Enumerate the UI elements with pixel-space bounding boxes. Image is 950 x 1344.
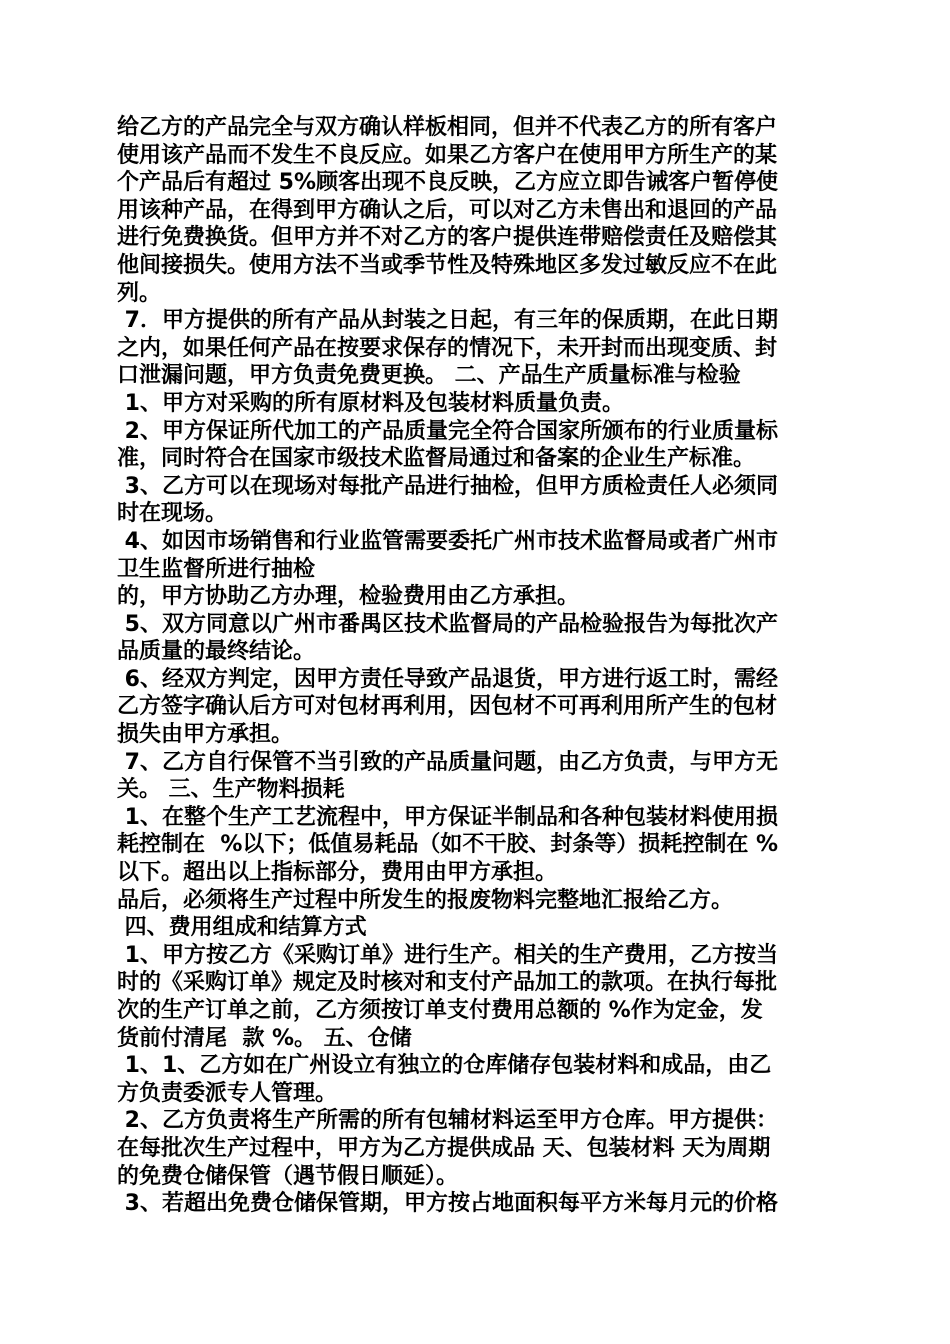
text-line: 卫生监督所进行抽检 (117, 556, 316, 582)
text-line: 之内，如果任何产品在按要求保存的情况下，未开封而出现变质、封 (117, 335, 778, 361)
text-line: 3、乙方可以在现场对每批产品进行抽检，但甲方质检责任人必须同 (117, 473, 778, 499)
text-line: 列。 (117, 280, 162, 306)
text-line: 乙方签字确认后方可对包材再利用，因包材不可再利用所产生的包材 (117, 694, 778, 720)
text-line: 以下。超出以上指标部分，费用由甲方承担。 (117, 860, 558, 886)
text-line: 1、甲方按乙方《采购订单》进行生产。相关的生产费用，乙方按当 (117, 942, 778, 968)
text-line: 方负责委派专人管理。 (117, 1080, 338, 1106)
text-line: 2、乙方负责将生产所需的所有包辅材料运至甲方仓库。甲方提供： (117, 1108, 778, 1134)
text-line: 4、如因市场销售和行业监管需要委托广州市技术监督局或者广州市 (117, 528, 778, 554)
text-line: 7、乙方自行保管不当引致的产品质量问题，由乙方负责，与甲方无 (117, 749, 778, 775)
text-line: 5、双方同意以广州市番禺区技术监督局的产品检验报告为每批次产 (117, 611, 778, 637)
text-line: 品后，必须将生产过程中所发生的报废物料完整地汇报给乙方。 (117, 887, 734, 913)
text-line: 使用该产品而不发生不良反应。如果乙方客户在使用甲方所生产的某 (117, 142, 778, 168)
text-line: 次的生产订单之前，乙方须按订单支付费用总额的 %作为定金，发 (117, 998, 763, 1023)
text-line: 个产品后有超过 5%顾客出现不良反映，乙方应立即告诫客户暂停使 (117, 170, 779, 196)
text-line: 货前付清尾 款 %。 五、仓储 (117, 1025, 412, 1051)
text-line: 1、甲方对采购的所有原材料及包装材料质量负责。 (117, 390, 624, 416)
text-line: 他间接损失。使用方法不当或季节性及特殊地区多发过敏反应不在此 (117, 252, 778, 278)
text-line: 损失由甲方承担。 (117, 722, 294, 748)
text-line: 口泄漏问题，甲方负责免费更换。 二、产品生产质量标准与检验 (117, 363, 741, 389)
contract-text-body (117, 114, 837, 1218)
text-line: 1、在整个生产工艺流程中，甲方保证半制品和各种包装材料使用损 (117, 804, 778, 830)
text-line: 用该种产品，在得到甲方确认之后，可以对乙方未售出和退回的产品 (117, 197, 778, 223)
text-line: 3、若超出免费仓储保管期，甲方按占地面积每平方米每月元的价格 (117, 1191, 778, 1217)
text-line: 关。 三、生产物料损耗 (117, 777, 345, 803)
text-line: 2、甲方保证所代加工的产品质量完全符合国家所颁布的行业质量标 (117, 418, 778, 444)
text-line: 时在现场。 (117, 501, 228, 527)
text-line: 耗控制在 %以下；低值易耗品（如不干胶、封条等）损耗控制在 % (117, 832, 779, 858)
text-line: 1、1、乙方如在广州设立有独立的仓库储存包装材料和成品，由乙 (117, 1053, 772, 1079)
text-line: 在每批次生产过程中，甲方为乙方提供成品 天、包装材料 天为周期 (117, 1135, 771, 1161)
text-line: 的免费仓储保管（遇节假日顺延）。 (117, 1163, 459, 1189)
text-line: 时的《采购订单》规定及时核对和支付产品加工的款项。在执行每批 (117, 970, 778, 996)
text-line: 7．甲方提供的所有产品从封装之日起，有三年的保质期，在此日期 (117, 308, 778, 334)
text-line: 6、经双方判定，因甲方责任导致产品退货，甲方进行返工时，需经 (117, 666, 778, 692)
text-line: 品质量的最终结论。 (117, 639, 316, 665)
text-line: 四、费用组成和结算方式 (117, 915, 367, 941)
text-line: 准，同时符合在国家市级技术监督局通过和备案的企业生产标准。 (117, 446, 756, 472)
text-line: 的，甲方协助乙方办理，检验费用由乙方承担。 (117, 584, 580, 610)
text-line: 给乙方的产品完全与双方确认样板相同，但并不代表乙方的所有客户 (117, 115, 778, 140)
text-line: 进行免费换货。但甲方并不对乙方的客户提供连带赔偿责任及赔偿其 (117, 225, 778, 251)
